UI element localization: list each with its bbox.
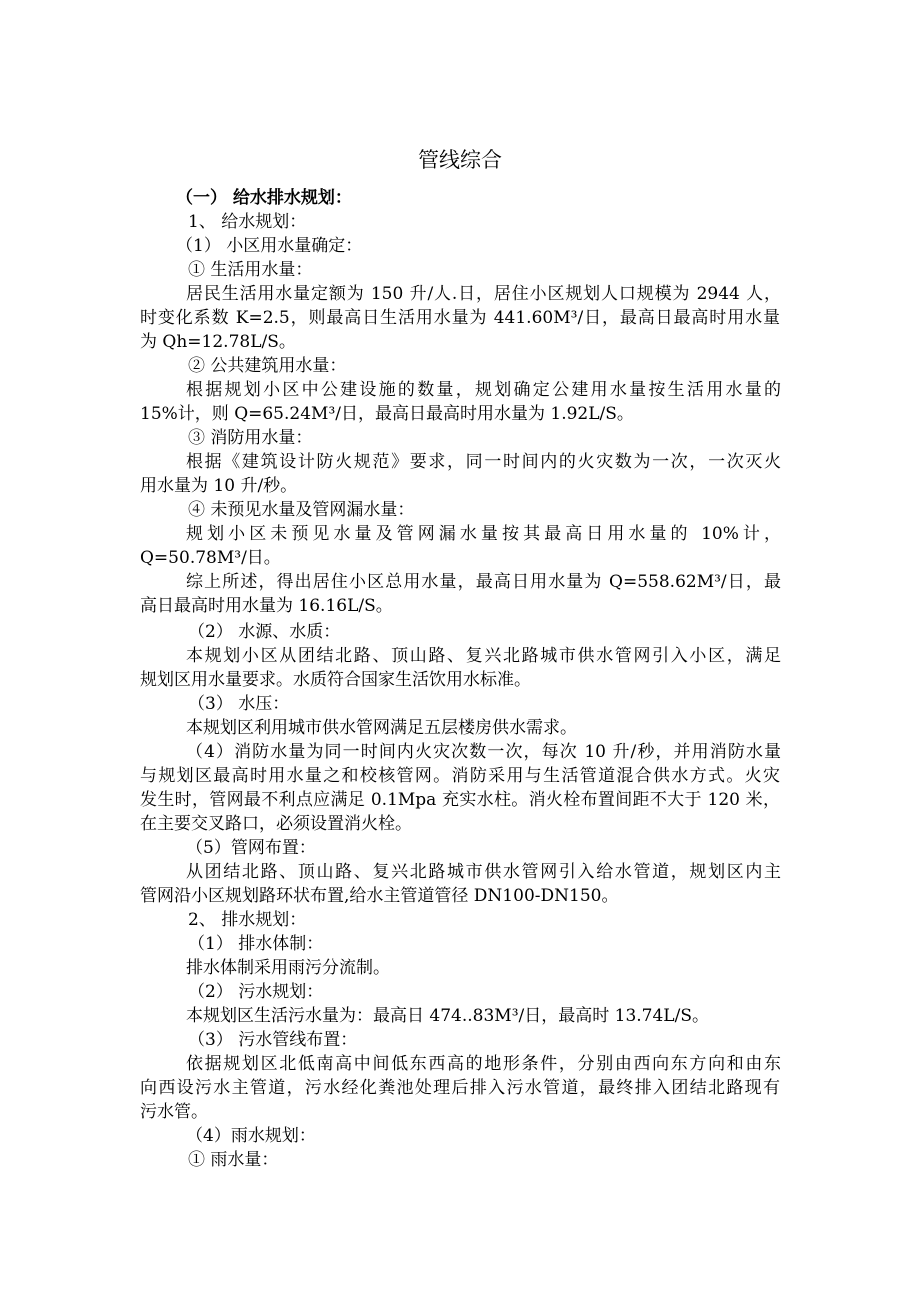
paragraph-line: 排水体制采用雨污分流制。 [186,958,390,978]
paragraph-line: 污水管。 [140,1102,208,1122]
paragraph-line: 向西设污水主管道，污水经化粪池处理后排入污水管道，最终排入团结北路现有 [140,1078,780,1098]
item-heading: ① 生活用水量： [188,260,313,280]
paragraph-line: 综上所述，得出居住小区总用水量，最高日用水量为 Q=558.62M³/日，最 [186,572,781,592]
paragraph-line: 发生时，管网最不利点应满足 0.1Mpa 充实水柱。消火栓布置间距不大于 120 米， [140,790,780,810]
paragraph-line: 根据《建筑设计防火规范》要求，同一时间内的火灾数为一次，一次灭火 [186,452,781,472]
paragraph-line: 为 Qh=12.78L/S。 [140,332,296,352]
item-heading: ③ 消防用水量： [188,428,313,448]
paragraph-line: 管网沿小区规划路环状布置,给水主管道管径 DN100-DN150。 [140,886,619,906]
paragraph-line: 依据规划区北低南高中间低东西高的地形条件，分别由西向东方向和由东 [186,1054,781,1074]
paragraph-line: 根据规划小区中公建设施的数量，规划确定公建用水量按生活用水量的 [186,380,781,400]
page-title: 管线综合 [418,148,502,172]
item-heading: （2） 污水规划： [188,982,324,1002]
section-heading: （一） 给水排水规划： [176,188,352,208]
item-heading: ④ 未预见水量及管网漏水量： [188,500,415,520]
paragraph-line: 在主要交叉路口，必须设置消火栓。 [140,814,412,834]
subsection-heading: 1、 给水规划： [188,212,307,232]
item-heading: （5）管网布置： [186,838,316,858]
paragraph-line: 时变化系数 K=2.5，则最高日生活用水量为 441.60M³/日，最高日最高时用水量 [140,308,780,328]
paragraph-line: 本规划区利用城市供水管网满足五层楼房供水需求。 [186,718,577,738]
paragraph-line: （4）消防水量为同一时间内火灾次数一次，每次 10 升/秒，并用消防水量 [186,742,781,762]
item-heading: ① 雨水量： [188,1150,279,1170]
item-heading: （2） 水源、水质： [188,622,341,642]
paragraph-line: 高日最高时用水量为 16.16L/S。 [140,596,393,616]
paragraph-line: 规划小区未预见水量及管网漏水量按其最高日用水量的 10%计， [186,524,781,544]
paragraph-line: 与规划区最高时用水量之和校核管网。消防采用与生活管道混合供水方式。火灾 [140,766,780,786]
item-heading: （3） 水压： [188,694,290,714]
item-heading: （3） 污水管线布置： [188,1030,358,1050]
item-heading: （1） 排水体制： [188,934,324,954]
paragraph-line: 居民生活用水量定额为 150 升/人.日，居住小区规划人口规模为 2944 人， [186,284,781,304]
paragraph-line: 规划区用水量要求。水质符合国家生活饮用水标准。 [140,670,531,690]
item-heading: ② 公共建筑用水量： [188,356,347,376]
paragraph-line: 用水量为 10 升/秒。 [140,476,298,496]
paragraph-line: Q=50.78M³/日。 [140,548,281,568]
paragraph-line: 本规划区生活污水量为：最高日 474..83M³/日，最高时 13.74L/S。 [186,1006,709,1026]
paragraph-line: 从团结北路、顶山路、复兴北路城市供水管网引入给水管道，规划区内主 [186,862,781,882]
paragraph-line: 15%计，则 Q=65.24M³/日，最高日最高时用水量为 1.92L/S。 [140,404,634,424]
subsection-heading: 2、 排水规划： [188,910,307,930]
item-heading: （1） 小区用水量确定： [176,236,363,256]
item-heading: （4）雨水规划： [186,1126,316,1146]
paragraph-line: 本规划小区从团结北路、顶山路、复兴北路城市供水管网引入小区，满足 [186,646,781,666]
